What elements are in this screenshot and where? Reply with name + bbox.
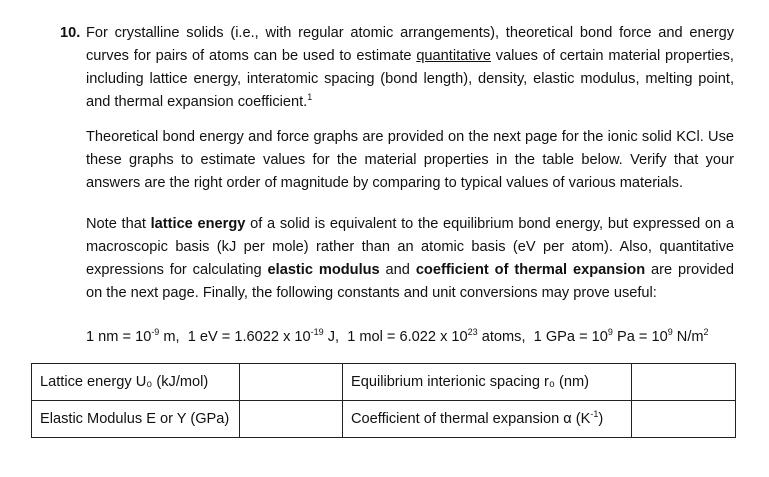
lattice-energy-label: Lattice energy U₀ (kJ/mol) [32, 364, 240, 401]
ev-conversion: 1 eV = 1.6022 x $10^{-19}$ J, [187, 327, 340, 345]
thermal-expansion-answer-cell[interactable] [632, 401, 736, 438]
unit-conversions [86, 326, 746, 349]
table-row [32, 364, 736, 401]
elastic-modulus-bold: elastic modulus [267, 262, 380, 278]
lattice-energy-bold: lattice energy [150, 216, 246, 232]
thermal-expansion-bold: coefficient of thermal expansion [415, 262, 646, 278]
notes-text-4: are provided on the next page. Finally, the following constants and unit conversions may prove useful: [86, 262, 734, 301]
elastic-modulus-answer-cell[interactable] [240, 401, 343, 438]
question-number: 10. [60, 25, 81, 41]
footnote-marker: 1 [307, 92, 313, 102]
notes-text-1: Note that [86, 216, 151, 232]
mol-conversion: 1 mol = 6.022 x $10^{23}$ atoms, [347, 327, 526, 345]
lattice-energy-answer-cell[interactable] [240, 364, 343, 401]
gpa-conversion: 1 GPa = $10^9$ $Pa = 10^9$ $N/m^2$ [533, 327, 709, 345]
instructions-paragraph: Theoretical bond energy and force graphs are provided on the next page for the ionic solid KCl. Use these graphs to estimate values for the material properties in the table below. Verify that your answers are the right order of magnitude by comparing to typical values of various materials. [86, 129, 734, 191]
notes-text-3: and [379, 262, 416, 278]
intro-text-1: For crystalline solids (i.e., with regular atomic arrangements), theoretical bond force and energy curves for pairs of atoms can be used to estimate [86, 25, 734, 64]
elastic-modulus-label: Elastic Modulus E or Y (GPa) [32, 401, 240, 438]
intro-text-2: values of certain material properties, including lattice energy, interatomic spacing (bond length), density, elastic modulus, melting point, and thermal expansion coefficient. [86, 48, 734, 110]
intro-paragraph [86, 22, 734, 114]
notes-paragraph [86, 213, 734, 305]
table-row [32, 401, 736, 438]
interionic-spacing-label: Equilibrium interionic spacing r₀ (nm) [343, 364, 632, 401]
quantitative-underlined: quantitative [416, 48, 491, 64]
thermal-expansion-label: Coefficient of thermal expansion α $(K^{-1})$ [343, 401, 632, 438]
nm-conversion: 1 nm = $10^{-9}$ m, [86, 327, 180, 345]
properties-table [31, 363, 736, 438]
interionic-spacing-answer-cell[interactable] [632, 364, 736, 401]
notes-text-2: of a solid is equivalent to the equilibrium bond energy, but expressed on a macroscopic basis (kJ per mole) rather than an atomic basis (eV per atom). Also, quantitative expressions for calculating [86, 216, 734, 278]
